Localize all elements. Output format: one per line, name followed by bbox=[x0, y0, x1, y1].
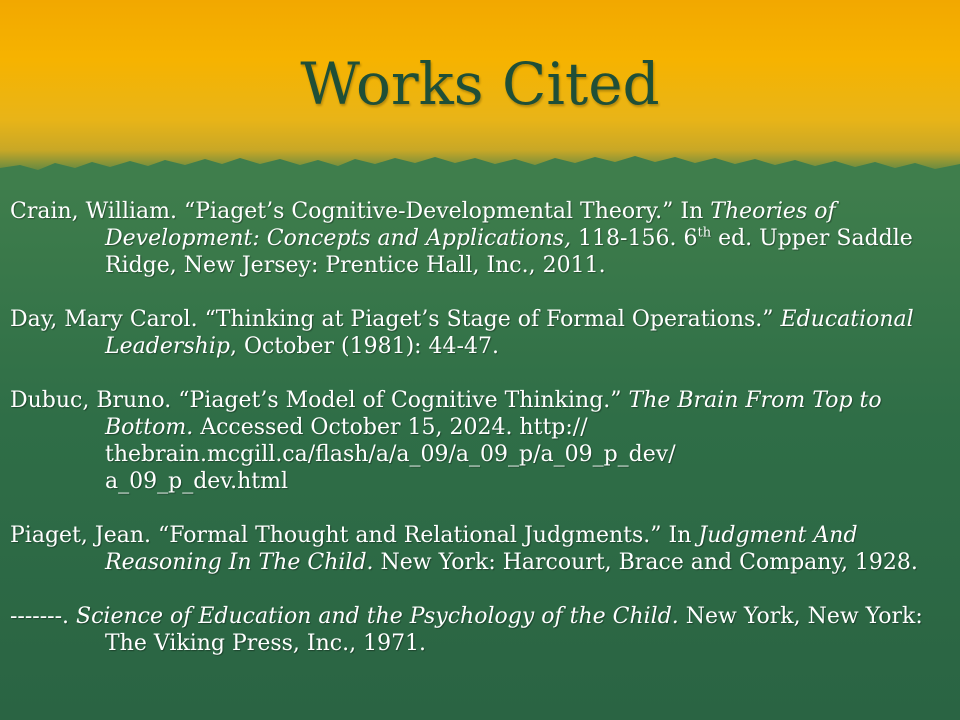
citation-dubuc bbox=[10, 387, 950, 495]
citation-lead: Day, Mary Carol. “Thinking at Piaget’s Stage of Formal Operations.” bbox=[10, 307, 781, 332]
citation-lead: Crain, William. “Piaget’s Cognitive-Developmental Theory.” In bbox=[10, 199, 711, 224]
citation-lead: Dubuc, Bruno. “Piaget’s Model of Cognitive Thinking.” bbox=[10, 388, 629, 413]
citation-source: Theories of Development: Concepts and Applications, bbox=[105, 199, 836, 251]
torn-edge-divider bbox=[0, 150, 960, 190]
citation-piaget-1928 bbox=[10, 522, 950, 576]
citation-source: Science of Education and the Psychology of the Child. bbox=[76, 604, 679, 629]
citation-tail: New York: Harcourt, Brace and Company, 1928. bbox=[373, 550, 918, 575]
citation-pages: 118-156. 6 bbox=[571, 226, 698, 251]
citation-tail: Accessed October 15, 2024. http:// bbox=[193, 415, 588, 440]
citation-url[interactable]: a_09_p_dev.html bbox=[105, 469, 289, 494]
citation-tail: New York, New York: The Viking Press, Inc., 1971. bbox=[105, 604, 923, 656]
citation-url[interactable]: thebrain.mcgill.ca/flash/a/a_09/a_09_p/a_09_p_dev/ bbox=[105, 442, 676, 467]
slide-title: Works Cited bbox=[300, 50, 660, 118]
citation-piaget-1971 bbox=[10, 603, 950, 657]
citation-source: Educational Leadership bbox=[105, 307, 914, 359]
citation-day bbox=[10, 306, 950, 360]
citation-lead: Piaget, Jean. “Formal Thought and Relational Judgments.” In bbox=[10, 523, 699, 548]
works-cited-list bbox=[10, 198, 950, 657]
citation-source: Judgment And Reasoning In The Child. bbox=[105, 523, 858, 575]
citation-tail: , October (1981): 44-47. bbox=[229, 334, 499, 359]
citation-tail: ed. Upper Saddle Ridge, New Jersey: Prentice Hall, Inc., 2011. bbox=[105, 226, 913, 278]
citation-lead: -------. bbox=[10, 604, 77, 629]
citation-crain bbox=[10, 198, 950, 279]
citation-superscript: th bbox=[697, 225, 712, 241]
citation-source: The Brain From Top to Bottom. bbox=[105, 388, 882, 440]
